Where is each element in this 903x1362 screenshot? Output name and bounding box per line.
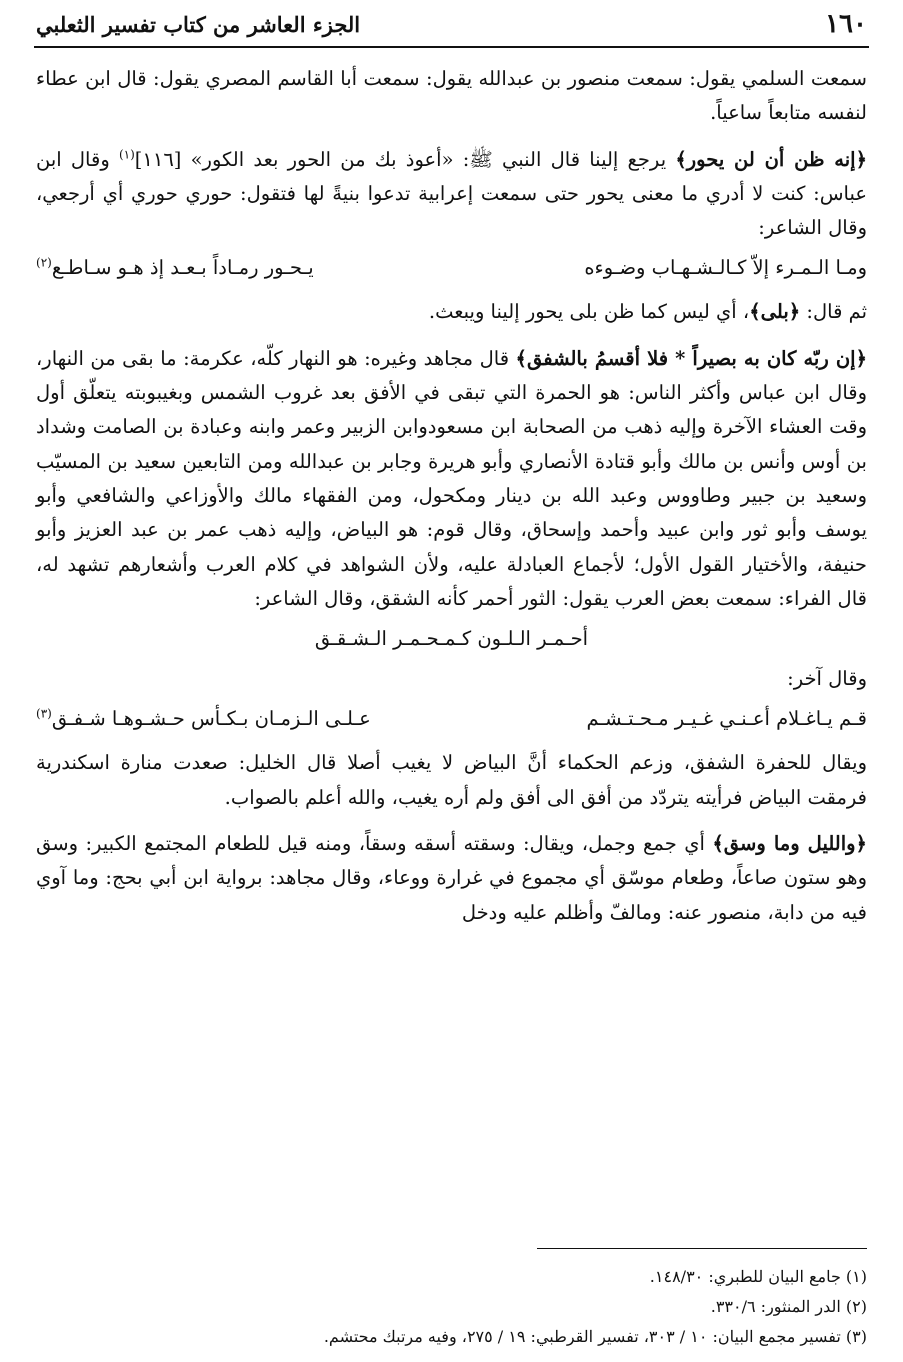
- page-body: [36, 62, 867, 930]
- footnote-3: (٣) تفسير مجمع البيان: ١٠ / ٣٠٣، تفسير القرطبي: ١٩ / ٢٧٥، وفيه مرتبك محتشم.: [323, 1327, 867, 1346]
- poem-verse-2: أحـمـر الـلـون كـمـحـمـر الـشـقـق: [314, 627, 589, 651]
- paragraph-7: [36, 827, 867, 930]
- quran-verse: ﴿والليل وما وسق﴾: [712, 832, 867, 856]
- paragraph-4-text: قال مجاهد وغيره: هو النهار كلّه، عكرمة: ما بقى من النهار، وقال ابن عباس وأكثر الناس: هو الحمرة التي تبقى في الأفق بعد غروب الشمس وبغيبوبته يتعلّق أول وقت العشاء الآخرة وإليه ذهب من الصحابة ابن مسعودوابن الزبير وعمر وابنه وعبادة بن الصامت وشداد بن أوس وأنس بن مالك وأبو قتادة الأنصاري وأبو هريرة وجابر بن عبدالله ومن التابعين سعيد بن المسيّب وسعيد بن جبير وطاووس وعبد الله بن دينار ومكحول، ومن الفقهاء مالك والأوزاعي والشافعي وأبو يوسف وأبو ثور وابن عبيد وأحمد وإسحاق، وقال قوم: هو البياض، وإليه ذهب عمر بن عبد العزيز وأبو حنيفة، والأختيار القول الأول؛ لأجماع العبادلة عليه، ولأن الشواهد في كلام العرب وأشعارهم تشهد له، قال الفراء: سمعت بعض العرب يقول: الثور أحمر كأنه الشقق، وقال الشاعر:: [36, 346, 867, 610]
- running-title: الجزء العاشر من كتاب تفسير الثعلبي: [36, 11, 361, 37]
- paragraph-2-text-a: يرجع إلينا قال النبي ﷺ: «أعوذ بك من الحور بعد الكور» [١١٦]: [134, 147, 676, 171]
- footnote-2: (٢) الدر المنثور: ٣٣٠/٦.: [710, 1297, 867, 1316]
- paragraph-2-text-b: وقال ابن عباس: كنت لا أدري ما معنى يحور حتى سمعت إعرابية تدعوا بنيةً لها فتقول: حوري حوري أي أرجعي، وقال الشاعر:: [36, 147, 867, 240]
- paragraph-7-text: أي جمع وجمل، ويقال: وسقته أسقه وسقاً، ومنه قيل للطعام المجتمع الكبير: وسق وهو ستون صاعاً، وطعام موسّق أي مجموع في غرارة ووعاء، وقال مجاهد: برواية ابن أبي بحج: وما آوي فيه من دابة، منصور عنه: ومالفّ وأظلم عليه ودخل: [36, 832, 867, 924]
- paragraph-3-text-b: ، أي ليس كما ظن بلى يحور إلينا ويبعث.: [428, 300, 750, 324]
- footnote-ref-3: (٣): [36, 706, 52, 721]
- poem-1-first-hemistich: ومـا الـمـرء إلاّ كـالـشـهـاب وضـوءه: [584, 256, 867, 280]
- paragraph-6: ويقال للحفرة الشفق، وزعم الحكماء أنَّ البياض لا يغيب أصلا قال الخليل: صعدت منارة اسكندرية فرمقت البياض فرأيته يتردّد من أفق الى أفق ولم أره يغيب، والله أعلم بالصواب.: [36, 751, 867, 809]
- footnote-ref-2: (٢): [36, 255, 52, 270]
- footnotes: [36, 1262, 867, 1352]
- footnote-ref-1: (١): [118, 147, 135, 162]
- poem-verse-3: [36, 700, 867, 738]
- paragraph-3-text-a: ثم قال:: [800, 300, 867, 324]
- paragraph-2: [36, 143, 867, 246]
- quran-verse: ﴿بلى﴾: [749, 300, 801, 324]
- footnote-1: (١) جامع البيان للطبري: ١٤٨/٣٠.: [649, 1267, 867, 1286]
- paragraph-5: وقال آخر:: [787, 667, 867, 691]
- paragraph-3: [36, 295, 867, 329]
- poem-1-second-hemistich: يـحـور رمـاداً بـعـد إذ هـو سـاطـع$^{(٢)}$: [36, 255, 314, 280]
- quran-verse: ﴿إن ربّه كان به بصيراً * فلا أقسمُ بالشفق﴾: [515, 346, 868, 370]
- poem-3-second-hemistich: عـلـى الـزمـان بـكـأس حـشـوهـا شـفـق$^{(٣)}$: [36, 706, 371, 731]
- poem-3-first-hemistich: قـم يـاغـلام أعـنـي غـيـر مـحـتـشـم: [586, 707, 867, 731]
- page-number: ١٦٠: [825, 9, 867, 39]
- paragraph-1: سمعت السلمي يقول: سمعت منصور بن عبدالله يقول: سمعت أبا القاسم المصري يقول: قال ابن عطاء لنفسه متابعاً ساعياً.: [36, 67, 867, 125]
- page-header: [36, 4, 867, 44]
- header-rule: [34, 46, 869, 48]
- paragraph-4: [36, 342, 867, 616]
- footnote-rule: [537, 1248, 867, 1249]
- poem-verse-1: [36, 249, 867, 287]
- quran-verse: ﴿إنه ظن أن لن يحور﴾: [675, 147, 868, 171]
